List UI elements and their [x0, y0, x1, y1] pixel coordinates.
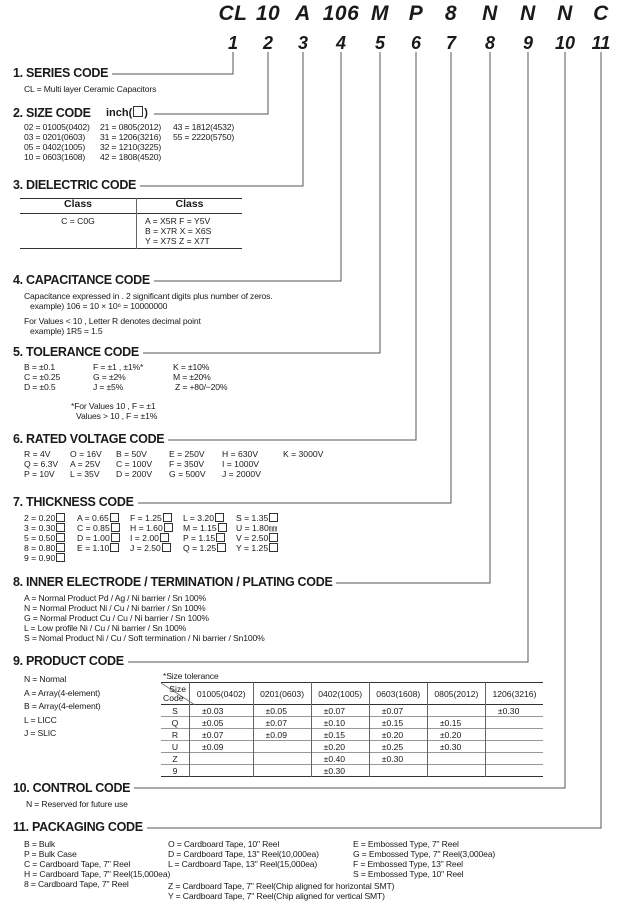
voltage-cell: B = 50V — [116, 449, 147, 459]
code-letter-6: P — [408, 2, 424, 25]
packaging-item: L = Cardboard Tape, 13" Reel(15,000ea) — [168, 859, 318, 869]
tolerance-col-2 — [93, 362, 143, 392]
box-icon — [56, 543, 65, 552]
code-letter-1: CL — [218, 2, 248, 25]
tolerance-cell: ±0.30 — [369, 753, 427, 765]
packaging-item: O = Cardboard Tape, 10" Reel — [168, 839, 280, 849]
size-code-corner — [161, 683, 190, 705]
size-item: 02 = 01005(0402) — [24, 122, 90, 132]
product-code-item: N = Normal — [24, 674, 67, 684]
tolerance-cell — [485, 753, 543, 765]
inner-electrode-item: S = Nomal Product Ni / Cu / Soft termination / Ni barrier / Sn100% — [24, 633, 265, 643]
box-icon — [215, 513, 224, 522]
tolerance-cell — [427, 753, 485, 765]
tolerance-cell — [427, 765, 485, 777]
tolerance-cell: ±0.05 — [253, 705, 311, 717]
tolerance-cell — [253, 741, 311, 753]
thickness-cell: L = 3.20 — [180, 513, 233, 523]
rated-voltage-code-title: 6. RATED VOLTAGE CODE — [13, 432, 168, 446]
tolerance-row-code: Z — [161, 753, 190, 765]
voltage-cell: L = 35V — [70, 469, 100, 479]
tolerance-row — [161, 753, 543, 765]
code-number-3: 3 — [297, 33, 308, 53]
tolerance-row-code: S — [161, 705, 190, 717]
size-code-title: 2. SIZE CODE — [13, 106, 95, 120]
product-code-item: A = Array(4-element) — [24, 687, 101, 698]
box-icon — [162, 543, 171, 552]
thickness-cell: H = 1.60 — [127, 523, 180, 533]
box-icon — [269, 513, 278, 522]
tolerance-cell: ±0.30 — [311, 765, 369, 777]
tolerance-code-title: 5. TOLERANCE CODE — [13, 345, 143, 359]
corner-size-label: Size — [169, 684, 186, 694]
inner-electrode-item: N = Normal Product Ni / Cu / Ni barrier / Sn 100% — [24, 603, 206, 613]
voltage-cell: A = 25V — [70, 459, 101, 469]
thickness-cell: C = 0.85 — [74, 523, 127, 533]
box-icon — [269, 543, 278, 552]
unit-box-icon — [133, 106, 143, 117]
tolerance-cell: ±0.05 — [190, 717, 254, 729]
tolerance-cell: ±0.30 — [497, 705, 520, 716]
inner-electrode-list — [24, 593, 265, 643]
tolerance-cell: ±0.15 — [369, 717, 427, 729]
size-col-header: 0201(0603) — [253, 683, 311, 705]
voltage-row — [21, 459, 326, 469]
thickness-cell: Y = 1.25 — [233, 543, 281, 553]
tolerance-cell: ±0.10 — [311, 717, 369, 729]
product-code-title: 9. PRODUCT CODE — [13, 654, 128, 668]
code-number-8: 8 — [484, 33, 495, 53]
voltage-cell: D = 200V — [116, 469, 153, 479]
thickness-cell: U = 1.80㎜ — [236, 523, 278, 533]
tolerance-item: Z = +80/−20% — [175, 382, 228, 392]
dielectric-header-2: Class — [175, 198, 204, 210]
voltage-cell: G = 500V — [169, 469, 206, 479]
dielectric-item: B = X7R X = X6S — [145, 226, 212, 236]
code-letter-9: N — [520, 2, 536, 25]
size-item: 55 = 2220(5750) — [173, 132, 235, 142]
code-number-2: 2 — [262, 33, 273, 53]
code-number-11: 11 — [591, 33, 611, 53]
thickness-cell: M = 1.15 — [180, 523, 233, 533]
thickness-cell: I = 2.00 — [127, 533, 180, 543]
tolerance-cell: ±0.07 — [369, 705, 427, 717]
tolerance-cell — [190, 753, 254, 765]
thickness-cell: 8 = 0.80 — [21, 543, 74, 553]
box-icon — [56, 553, 65, 562]
thickness-code-title: 7. THICKNESS CODE — [13, 495, 138, 509]
tolerance-cell — [485, 765, 543, 777]
tolerance-cell: ±0.25 — [369, 741, 427, 753]
thickness-row — [21, 533, 281, 543]
size-tolerance-table — [161, 682, 543, 777]
tolerance-cell: ±0.15 — [311, 729, 369, 741]
packaging-item: 8 = Cardboard Tape, 7" Reel — [24, 879, 129, 889]
size-col-header: 01005(0402) — [190, 683, 254, 705]
code-number-1: 1 — [227, 33, 238, 53]
code-letter-7: 8 — [444, 2, 458, 25]
tolerance-cell: ±0.40 — [311, 753, 369, 765]
packaging-item: F = Embossed Type, 13" Reel — [353, 859, 463, 869]
thickness-cell: D = 1.00 — [74, 533, 127, 543]
packaging-item: P = Bulk Case — [24, 849, 77, 859]
thickness-cell: 9 = 0.90 — [21, 553, 74, 563]
code-letter-5: M — [371, 2, 389, 25]
thickness-row — [21, 523, 281, 533]
product-code-list — [24, 673, 101, 741]
code-number-7: 7 — [445, 33, 456, 53]
tolerance-row-code: U — [161, 741, 190, 753]
packaging-col-3 — [353, 839, 495, 879]
tolerance-cell: ±0.30 — [427, 741, 485, 753]
corner-code-label: Code — [163, 693, 184, 703]
packaging-item: G = Embossed Type, 7" Reel(3,000ea) — [353, 849, 496, 859]
capacitance-line-2: example) 106 = 10 × 10⁶ = 10000000 — [30, 301, 168, 311]
thickness-row — [21, 543, 281, 553]
tolerance-cell — [253, 765, 311, 777]
thickness-cell: V = 2.50 — [233, 533, 281, 543]
size-col-header: 1206(3216) — [492, 688, 537, 699]
tolerance-item: G = ±2% — [93, 372, 126, 382]
voltage-cell: R = 4V — [24, 449, 51, 459]
tolerance-cell: ±0.07 — [190, 729, 254, 741]
product-code-item: J = SLIC — [24, 728, 56, 738]
box-icon — [164, 523, 173, 532]
code-letter-2: 10 — [255, 2, 281, 25]
rated-voltage-table — [21, 449, 326, 479]
tolerance-row — [161, 705, 543, 717]
code-number-10: 10 — [554, 33, 576, 53]
thickness-cell: Q = 1.25 — [180, 543, 233, 553]
packaging-item: C = Cardboard Tape, 7" Reel — [24, 859, 131, 869]
tolerance-cell — [427, 705, 485, 717]
code-number-4: 4 — [335, 33, 346, 53]
voltage-row — [21, 449, 326, 459]
size-item: 21 = 0805(2012) — [100, 122, 162, 132]
size-item: 32 = 1210(3225) — [100, 142, 162, 152]
box-icon — [56, 513, 65, 522]
size-item: 43 = 1812(4532) — [173, 122, 235, 132]
packaging-item: B = Bulk — [24, 839, 56, 849]
capacitance-code-title: 4. CAPACITANCE CODE — [13, 273, 154, 287]
tolerance-row-code: 9 — [161, 765, 190, 777]
dielectric-item: Y = X7S Z = X7T — [145, 236, 210, 246]
box-icon — [56, 523, 65, 532]
size-item: 10 = 0603(1608) — [24, 152, 86, 162]
series-code-desc: CL = Multi layer Ceramic Capacitors — [24, 84, 157, 94]
tolerance-cell — [485, 717, 543, 729]
inner-electrode-code-title: 8. INNER ELECTRODE / TERMINATION / PLATING CODE — [13, 575, 336, 589]
code-number-6: 6 — [410, 33, 421, 53]
dielectric-item: A = X5R F = Y5V — [145, 216, 211, 226]
code-number-9: 9 — [522, 33, 533, 53]
thickness-cell: S = 1.35 — [233, 513, 281, 523]
tolerance-cell — [190, 765, 254, 777]
box-icon — [269, 533, 278, 542]
voltage-cell — [280, 469, 326, 479]
tolerance-item: M = ±20% — [173, 372, 211, 382]
voltage-cell: O = 16V — [70, 449, 102, 459]
voltage-cell: J = 2000V — [222, 469, 261, 479]
voltage-cell: Q = 6.3V — [24, 459, 59, 469]
packaging-item: H = Cardboard Tape, 7" Reel(15,000ea) — [24, 869, 171, 879]
box-icon — [110, 513, 119, 522]
size-unit-label: inch( ) — [103, 106, 151, 119]
tolerance-item: F = ±1 , ±1%* — [93, 362, 144, 372]
code-number-5: 5 — [374, 33, 385, 53]
control-code-desc: N = Reserved for future use — [26, 799, 128, 809]
tolerance-note-2: Values > 10 , F = ±1% — [76, 411, 158, 421]
packaging-item: D = Cardboard Tape, 13" Reel(10,000ea) — [168, 849, 319, 859]
tolerance-cell: ±0.09 — [253, 729, 311, 741]
box-icon — [160, 533, 169, 542]
box-icon — [163, 513, 172, 522]
tolerance-row — [161, 717, 543, 729]
tolerance-cell — [369, 765, 427, 777]
size-item: 05 = 0402(1005) — [24, 142, 86, 152]
packaging-col-2b — [168, 881, 394, 901]
packaging-code-title: 11. PACKAGING CODE — [13, 820, 147, 834]
tolerance-row — [161, 741, 543, 753]
code-letter-10: N — [557, 2, 573, 25]
size-tolerance-label: *Size tolerance — [163, 671, 219, 681]
inner-electrode-item: G = Normal Product Cu / Cu / Ni barrier / Sn 100% — [24, 613, 209, 623]
packaging-col-2 — [168, 839, 319, 869]
tolerance-item: C = ±0.25 — [24, 372, 61, 382]
product-code-item: L = LICC — [24, 714, 57, 725]
voltage-cell: I = 1000V — [222, 459, 260, 469]
tolerance-row-code: Q — [161, 717, 190, 729]
code-letter-11: C — [593, 2, 609, 25]
thickness-cell: 3 = 0.30 — [21, 523, 74, 533]
voltage-cell: H = 630V — [222, 449, 259, 459]
thickness-cell: E = 1.10 — [74, 543, 127, 553]
thickness-cell: A = 0.65 — [74, 513, 127, 523]
packaging-item: Y = Cardboard Tape, 7" Reel(Chip aligned for vertical SMT) — [168, 891, 385, 901]
capacitance-line-1: Capacitance expressed in . 2 significant digits plus number of zeros. — [24, 291, 273, 301]
inner-electrode-item: A = Normal Product Pd / Ag / Ni barrier / Sn 100% — [24, 593, 207, 603]
tolerance-item: D = ±0.5 — [24, 382, 56, 392]
box-icon — [218, 523, 227, 532]
tolerance-row — [161, 729, 543, 741]
tolerance-cell — [253, 753, 311, 765]
size-col-header: 0402(1005) — [311, 683, 369, 705]
packaging-item: Z = Cardboard Tape, 7" Reel(Chip aligned for horizontal SMT) — [168, 881, 395, 891]
voltage-cell: K = 3000V — [283, 449, 324, 459]
size-item: 42 = 1808(4520) — [100, 152, 162, 162]
tolerance-cell: ±0.15 — [427, 717, 485, 729]
tolerance-col-3 — [173, 362, 227, 392]
code-letter-8: N — [482, 2, 498, 25]
tolerance-cell — [485, 729, 543, 741]
tolerance-col-1 — [24, 362, 60, 392]
tolerance-cell: ±0.07 — [253, 717, 311, 729]
voltage-cell: E = 250V — [169, 449, 205, 459]
size-col-3 — [173, 122, 234, 142]
size-item: 31 = 1206(3216) — [100, 132, 162, 142]
tolerance-row — [161, 765, 543, 777]
dielectric-class-1: C = C0G — [20, 214, 137, 249]
voltage-cell: P = 10V — [24, 469, 55, 479]
capacitance-line-3: For Values < 10 , Letter R denotes decimal point — [24, 316, 201, 326]
packaging-item: S = Embossed Type, 10" Reel — [353, 869, 464, 879]
voltage-cell — [280, 459, 326, 469]
thickness-cell: F = 1.25 — [127, 513, 180, 523]
thickness-table — [21, 513, 281, 563]
box-icon — [56, 533, 65, 542]
voltage-cell: F = 350V — [169, 459, 205, 469]
capacitance-line-4: example) 1R5 = 1.5 — [30, 326, 103, 336]
tolerance-cell — [485, 741, 543, 753]
dielectric-header-1: Class — [20, 199, 137, 214]
dielectric-code-title: 3. DIELECTRIC CODE — [13, 178, 140, 192]
code-letter-4: 106 — [322, 2, 360, 25]
box-icon — [110, 543, 119, 552]
box-icon — [216, 533, 225, 542]
box-icon — [217, 543, 226, 552]
size-col-header: 0805(2012) — [427, 683, 485, 705]
thickness-cell: P = 1.15 — [180, 533, 233, 543]
packaging-col-1 — [24, 839, 170, 889]
tolerance-cell: ±0.07 — [311, 705, 369, 717]
tolerance-item: B = ±0.1 — [24, 362, 55, 372]
size-col-2 — [100, 122, 161, 162]
tolerance-note-1: *For Values 10 , F = ±1 — [71, 401, 156, 411]
control-code-title: 10. CONTROL CODE — [13, 781, 134, 795]
tolerance-cell: ±0.20 — [369, 729, 427, 741]
tolerance-row-code: R — [161, 729, 190, 741]
thickness-row — [21, 553, 281, 563]
voltage-cell: C = 100V — [116, 459, 153, 469]
tolerance-item: K = ±10% — [173, 362, 210, 372]
dielectric-table — [20, 198, 242, 249]
dielectric-class-2 — [137, 214, 243, 249]
thickness-cell: J = 2.50 — [127, 543, 180, 553]
inner-electrode-item: L = Low profile Ni / Cu / Ni barrier / Sn 100% — [24, 623, 187, 633]
thickness-cell: 2 = 0.20 — [21, 513, 74, 523]
size-item: 03 = 0201(0603) — [24, 132, 86, 142]
code-letter-3: A — [295, 2, 311, 25]
packaging-item: E = Embossed Type, 7" Reel — [353, 839, 459, 849]
series-code-title: 1. SERIES CODE — [13, 66, 112, 80]
size-col-1 — [24, 122, 90, 162]
box-icon — [111, 523, 120, 532]
thickness-row — [21, 513, 281, 523]
tolerance-item: J = ±5% — [93, 382, 124, 392]
tolerance-cell: ±0.20 — [427, 729, 485, 741]
tolerance-cell: ±0.03 — [190, 705, 254, 717]
tolerance-cell: ±0.09 — [190, 741, 254, 753]
box-icon — [111, 533, 120, 542]
tolerance-cell: ±0.20 — [311, 741, 369, 753]
voltage-row — [21, 469, 326, 479]
product-code-item: B = Array(4-element) — [24, 701, 101, 711]
thickness-cell: 5 = 0.50 — [21, 533, 74, 543]
size-col-header: 0603(1608) — [369, 683, 427, 705]
